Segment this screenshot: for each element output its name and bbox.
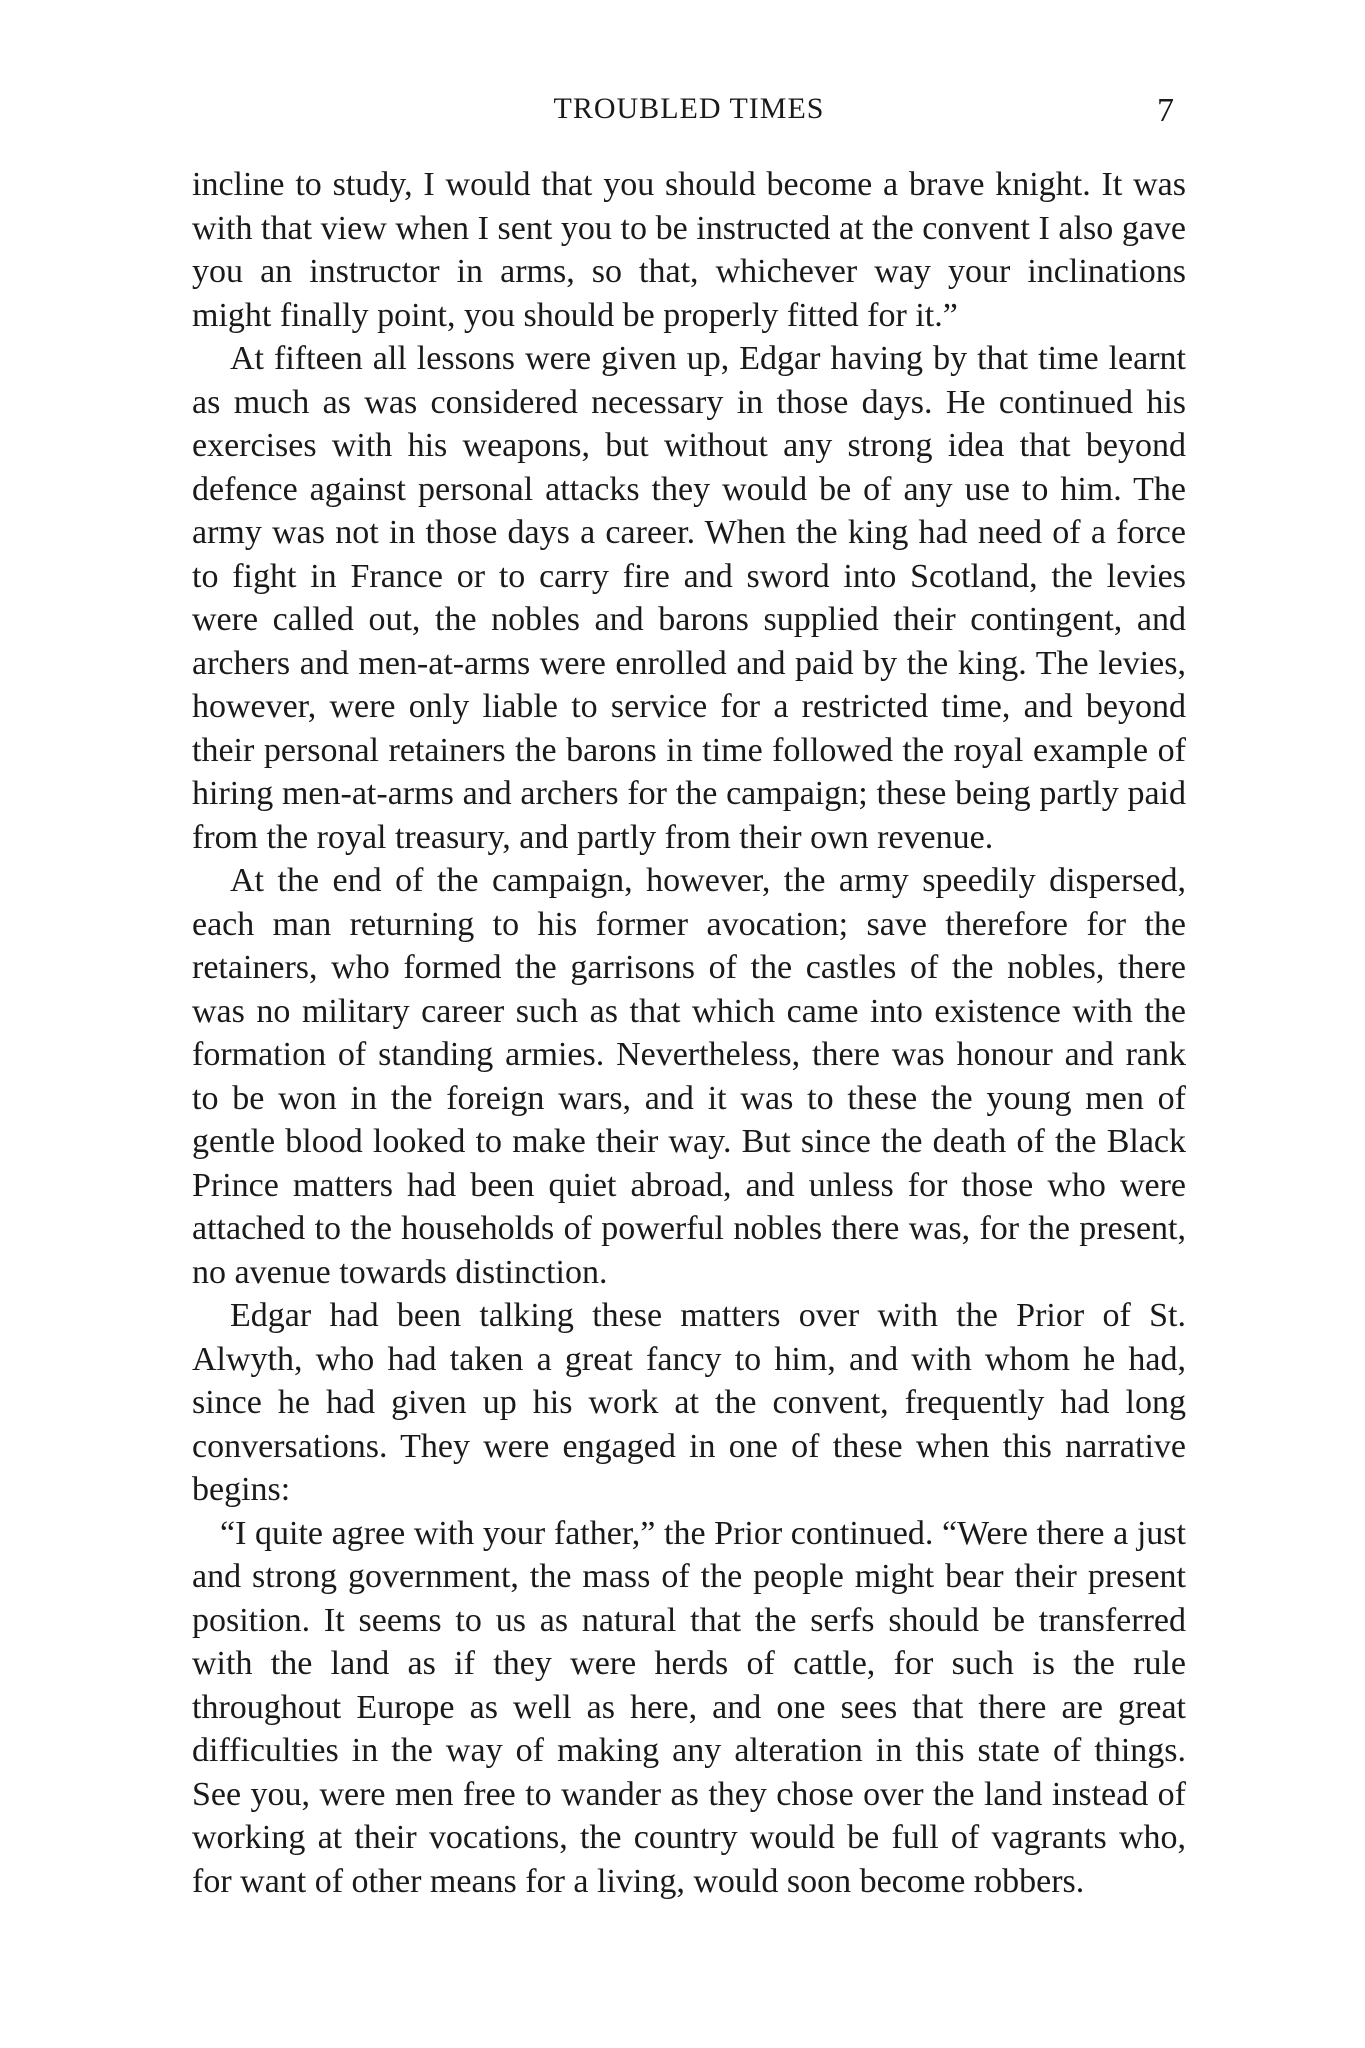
paragraph: At fifteen all lessons were given up, Edgar having by that time learnt as much as was considered necessary in those days. He continued his exercises with his weapons, but without any strong idea that beyond defence against personal attacks they would be of any use to him. The army was not in those days a career. When the king had need of a force to fight in France or to carry fire and sword into Scotland, the levies were called out, the nobles and barons supplied their contingent, and archers and men-at-arms were enrolled and paid by the king. The levies, however, were only liable to service for a restricted time, and beyond their personal retainers the barons in time followed the royal example of hiring men-at-arms and archers for the campaign; these being partly paid from the royal treasury, and partly from their own revenue.: [192, 340, 1186, 856]
body-text: [192, 163, 1186, 1903]
paragraph: At the end of the campaign, however, the army speedily dispersed, each man returning to his former avocation; save therefore for the retainers, who formed the garrisons of the castles of the nobles, there was no military career such as that which came into existence with the formation of standing armies. Nevertheless, there was honour and rank to be won in the foreign wars, and it was to these the young men of gentle blood looked to make their way. But since the death of the Black Prince matters had been quiet abroad, and unless for those who were attached to the households of powerful nobles there was, for the present, no avenue towards distinction.: [192, 862, 1186, 1291]
paragraph: Edgar had been talking these matters over with the Prior of St. Alwyth, who had taken a great fancy to him, and with whom he had, since he had given up his work at the convent, frequently had long conversations. They were engaged in one of these when this narrative begins:: [192, 1297, 1186, 1508]
running-header: [192, 92, 1186, 140]
running-title: TROUBLED TIMES: [553, 92, 825, 125]
page-number: 7: [1157, 92, 1174, 129]
paragraph: “I quite agree with your father,” the Prior continued. “Were there a just and strong government, the mass of the people might bear their present position. It seems to us as natural that the serfs should be transferred with the land as if they were herds of cattle, for such is the rule throughout Europe as well as here, and one sees that there are great difficulties in the way of making any alteration in this state of things. See you, were men free to wander as they chose over the land instead of working at their vocations, the country would be full of vagrants who, for want of other means for a living, would soon become robbers.: [192, 1514, 1186, 1900]
paragraph: incline to study, I would that you should become a brave knight. It was with that view when I sent you to be instructed at the convent I also gave you an instructor in arms, so that, whichever way your inclinations might finally point, you should be properly fitted for it.”: [192, 166, 1186, 334]
